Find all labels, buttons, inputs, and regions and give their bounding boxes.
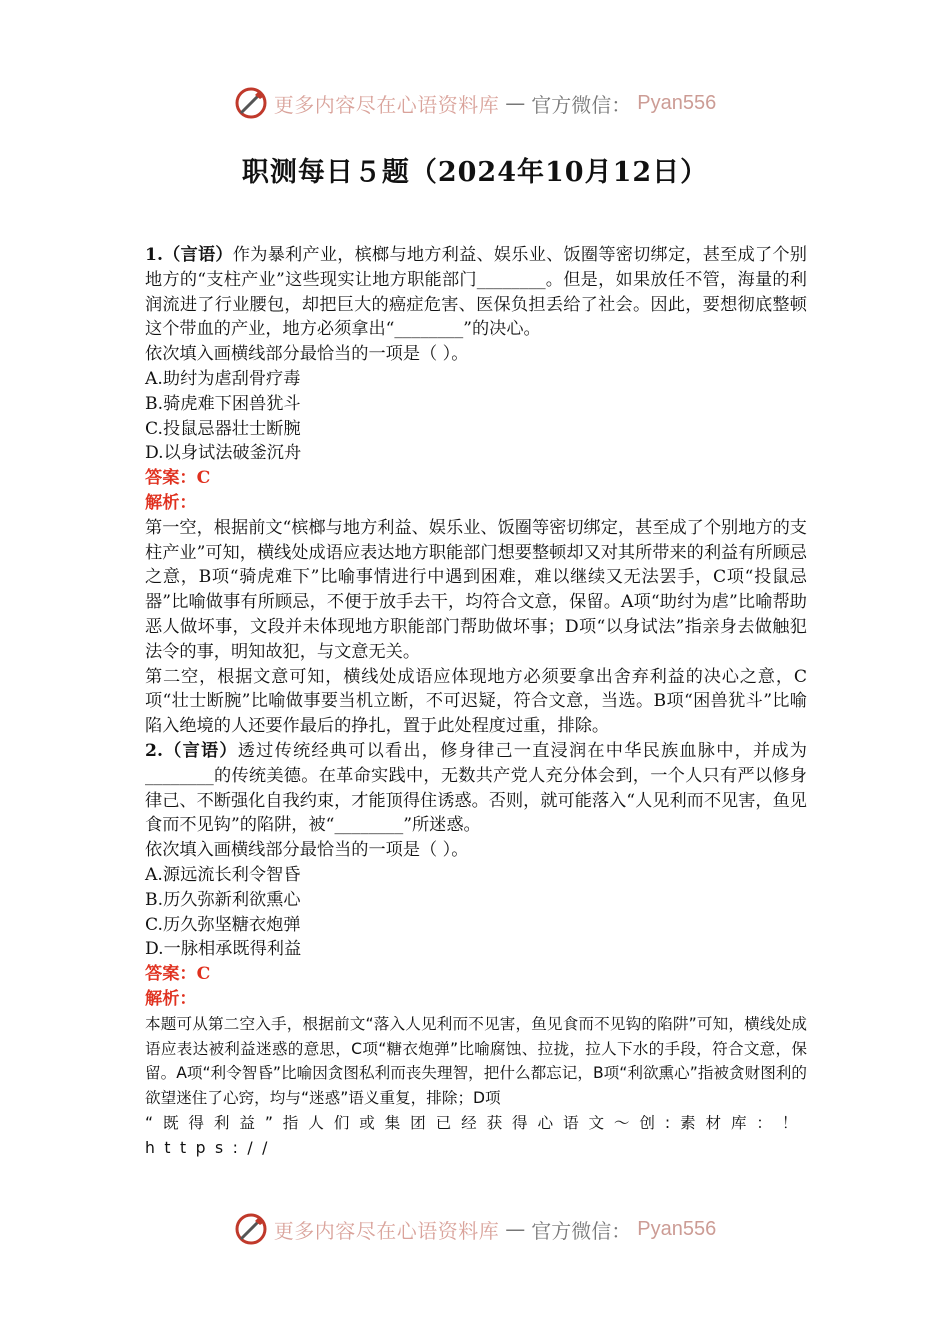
q1-option-b: B.骑虎难下困兽犹斗: [145, 393, 301, 414]
q2-stem: [145, 739, 807, 838]
pen-logo-icon: [234, 86, 268, 120]
pen-logo-icon: [234, 1212, 268, 1246]
banner-wechat-id: Pyan556: [637, 91, 717, 114]
document-body: [145, 243, 807, 1160]
q1-option-a: A.助纣为虐刮骨疗毒: [145, 368, 301, 389]
q2-option-d: D.一脉相承既得利益: [145, 939, 302, 960]
q1-option-d: D.以身试法破釜沉舟: [145, 443, 302, 464]
q1-analysis-label: 解析：: [145, 492, 197, 513]
q2-number: 2.: [145, 740, 163, 761]
q2-answer-label: 答案：: [145, 964, 197, 985]
q1-option-c: C.投鼠忌器壮士断腕: [145, 418, 301, 439]
header-banner: [0, 86, 950, 120]
banner-wechat-label: 官方微信：: [531, 1218, 632, 1243]
q2-option-b: B.历久弥新利欲熏心: [145, 889, 301, 910]
q1-answer-value: C: [196, 468, 211, 489]
q2-option-a: A.源远流长利令智昏: [145, 864, 301, 885]
q2-prompt: 依次填入画横线部分最恰当的一项是（ ）。: [145, 840, 469, 861]
q2-analysis-text: 本题可从第二空入手，根据前文“落入人见利而不见害，鱼见食而不见钩的陷阱”可知，横线处成语应表达被利益迷惑的意思，C项“糖衣炮弹”比喻腐蚀、拉拢，拉人下水的手段，符合文意，保留。A项“利令智昏”比喻因贪图私利而丧失理智，把什么都忘记，B项“利欲熏心”指被贪财图利的欲望迷住了心窍，均与“迷惑”语义重复，排除；D项: [145, 1014, 807, 1108]
q1-analysis-para-1: 第一空，根据前文“槟榔与地方利益、娱乐业、饭圈等密切绑定，甚至成了个别地方的支柱产业”可知，横线处成语应表达地方职能部门想要整顿却又对其所带来的利益有所顾忌之意，B项“骑虎难下”比喻事情进行中遇到困难，难以继续又无法罢手，C项“投鼠忌器”比喻做事有所顾忌，不便于放手去干，均符合文意，保留。A项“助纣为虐”比喻帮助恶人做坏事，文段并未体现地方职能部门帮助做坏事；D项“以身试法”指亲身去做触犯法令的事，明知故犯，与文意无关。: [145, 517, 807, 662]
q2-answer: [145, 962, 807, 987]
q1-analysis-para-2: 第二空，根据文意可知，横线处成语应体现地方必须要拿出舍弃利益的决心之意，C项“壮士断腕”比喻做事要当机立断，不可迟疑，符合文意，当选。B项“困兽犹斗”比喻陷入绝境的人还要作最后的挣扎，置于此处程度过重，排除。: [145, 666, 807, 737]
q1-tag: （言语）: [162, 245, 233, 265]
q1-answer: [145, 466, 807, 491]
banner-wechat-label: 官方微信：: [531, 92, 632, 117]
q1-stem: [145, 243, 807, 342]
banner-wechat-id: Pyan556: [637, 1217, 717, 1240]
q2-tag: （言语）: [162, 740, 238, 761]
banner-text: 更多内容尽在心语资料库: [273, 1218, 500, 1243]
q1-stem-text: 作为暴利产业，槟榔与地方利益、娱乐业、饭圈等密切绑定，甚至成了个别地方的“支柱产业”这些现实让地方职能部门________。但是，如果放任不管，海量的利润流进了行业腰包，却把巨大的癌症危害、医保负担丢给了社会。因此，要想彻底整顿这个带血的产业，地方必须拿出“________”的决心。: [145, 245, 807, 340]
q1-number: 1.: [145, 245, 163, 265]
footer-banner: [0, 1212, 950, 1246]
q2-analysis-tail: “既得利益”指人们或集团已经获得心语文～创:素材库：！ https://: [145, 1113, 807, 1157]
banner-separator: —: [505, 1217, 526, 1241]
q1-answer-label: 答案：: [145, 468, 197, 489]
page-title: 职测每日５题（2024年10月12日）: [241, 157, 709, 188]
banner-text: 更多内容尽在心语资料库: [273, 92, 500, 117]
q2-answer-value: C: [196, 964, 211, 985]
banner-separator: —: [505, 91, 526, 115]
q1-prompt: 依次填入画横线部分最恰当的一项是（ ）。: [145, 344, 469, 365]
q2-option-c: C.历久弥坚糖衣炮弹: [145, 914, 301, 935]
q2-stem-text: 透过传统经典可以看出，修身律己一直浸润在中华民族血脉中，并成为________的传统美德。在革命实践中，无数共产党人充分体会到，一个人只有严以修身律己、不断强化自我约束，才能顶得住诱惑。否则，就可能落入“人见利而不见害，鱼见食而不见钩”的陷阱，被“________”所迷惑。: [145, 740, 807, 836]
q2-analysis-label: 解析：: [145, 988, 197, 1009]
